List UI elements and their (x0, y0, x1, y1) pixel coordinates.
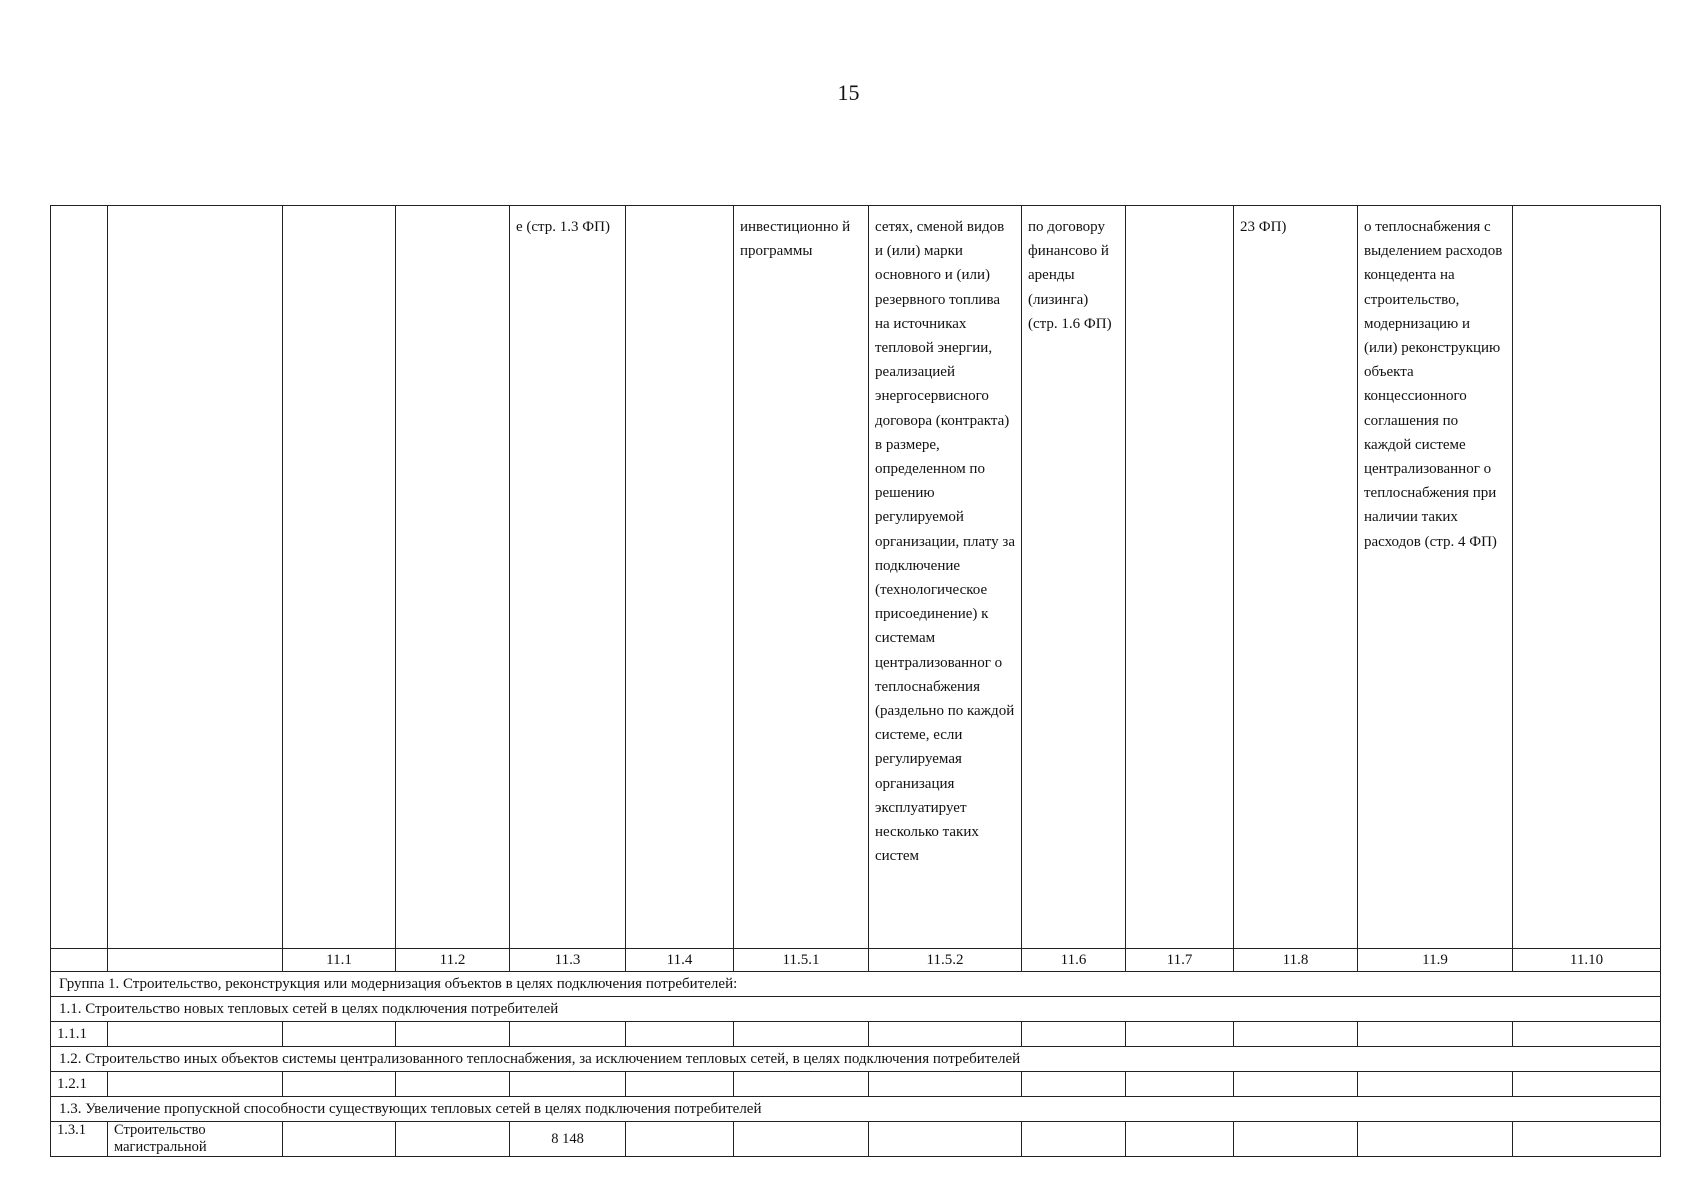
table-cell (734, 1122, 869, 1157)
table-cell (1513, 1022, 1661, 1047)
table-cell (1126, 1022, 1234, 1047)
column-number: 11.10 (1513, 949, 1661, 972)
table-row (51, 1072, 1661, 1097)
column-number: 11.8 (1234, 949, 1358, 972)
table-cell (1022, 1022, 1126, 1047)
table-cell (1513, 1122, 1661, 1157)
table-cell (1358, 1122, 1513, 1157)
table-cell (1358, 1072, 1513, 1097)
column-number (51, 949, 108, 972)
header-cell (626, 206, 734, 949)
header-cell-11-9: о теплоснабжения с выделением расходов концедента на строительство, модернизацию и (или) реконструкцию объекта концессионного соглашения по каждой системе централизованног о теплоснабжения при наличии таких расходов (стр. 4 ФП) (1358, 206, 1513, 949)
table-cell (1126, 1122, 1234, 1157)
table-cell (1022, 1122, 1126, 1157)
value-11-3: 8 148 (510, 1122, 626, 1157)
table-cell (283, 1122, 396, 1157)
table-cell (108, 1072, 283, 1097)
header-cell (108, 206, 283, 949)
table-cell (869, 1122, 1022, 1157)
header-cell-11-6: по договору финансово й аренды (лизинга) (стр. 1.6 ФП) (1022, 206, 1126, 949)
page-number: 15 (837, 80, 860, 105)
subgroup-row (51, 1047, 1661, 1072)
table-cell (626, 1122, 734, 1157)
table-cell (510, 1022, 626, 1047)
group-row (51, 972, 1661, 997)
table-cell (1022, 1072, 1126, 1097)
column-number-row (51, 949, 1661, 972)
group-1-title: Группа 1. Строительство, реконструкция или модернизация объектов в целях подключения потребителей: (51, 972, 1661, 997)
header-cell (396, 206, 510, 949)
header-cell (1513, 206, 1661, 949)
column-number: 11.3 (510, 949, 626, 972)
table-cell (1234, 1022, 1358, 1047)
column-number: 11.5.2 (869, 949, 1022, 972)
column-number: 11.6 (1022, 949, 1126, 972)
table-cell (283, 1022, 396, 1047)
subgroup-1-1-title: 1.1. Строительство новых тепловых сетей в целях подключения потребителей (51, 997, 1661, 1022)
table-cell (1513, 1072, 1661, 1097)
table-cell (396, 1072, 510, 1097)
header-cell (283, 206, 396, 949)
table-cell (734, 1022, 869, 1047)
header-cell (51, 206, 108, 949)
header-cell-11-3: е (стр. 1.3 ФП) (510, 206, 626, 949)
header-cell-11-8: 23 ФП) (1234, 206, 1358, 949)
table-row (51, 1122, 1661, 1157)
table-cell (1358, 1022, 1513, 1047)
table-cell (283, 1072, 396, 1097)
table-cell (734, 1072, 869, 1097)
subgroup-row (51, 1097, 1661, 1122)
header-row (51, 206, 1661, 949)
table-cell (869, 1072, 1022, 1097)
column-number (108, 949, 283, 972)
column-number: 11.7 (1126, 949, 1234, 972)
subgroup-1-3-title: 1.3. Увеличение пропускной способности существующих тепловых сетей в целях подключения потребителей (51, 1097, 1661, 1122)
table-cell (626, 1072, 734, 1097)
header-cell-11-5-1: инвестиционно й программы (734, 206, 869, 949)
column-number: 11.1 (283, 949, 396, 972)
column-number: 11.9 (1358, 949, 1513, 972)
column-number: 11.5.1 (734, 949, 869, 972)
subgroup-row (51, 997, 1661, 1022)
table-cell (1126, 1072, 1234, 1097)
column-number: 11.4 (626, 949, 734, 972)
row-name: Строительство магистральной (108, 1122, 283, 1157)
table-cell (396, 1122, 510, 1157)
row-number: 1.3.1 (51, 1122, 108, 1157)
table-row (51, 1022, 1661, 1047)
table-cell (1234, 1072, 1358, 1097)
column-number: 11.2 (396, 949, 510, 972)
table-cell (869, 1022, 1022, 1047)
header-cell (1126, 206, 1234, 949)
table-cell (108, 1022, 283, 1047)
row-number: 1.1.1 (51, 1022, 108, 1047)
table-cell (626, 1022, 734, 1047)
table-cell (510, 1072, 626, 1097)
financial-plan-table (50, 205, 1661, 1157)
table-cell (396, 1022, 510, 1047)
table-cell (1234, 1122, 1358, 1157)
subgroup-1-2-title: 1.2. Строительство иных объектов системы централизованного теплоснабжения, за исключением тепловых сетей, в целях подключения потребителей (51, 1047, 1661, 1072)
header-cell-11-5-2: сетях, сменой видов и (или) марки основного и (или) резервного топлива на источниках тепловой энергии, реализацией энергосервисного договора (контракта) в размере, определенном по решению регулируемой организации, плату за подключение (технологическое присоединение) к системам централизованног о теплоснабжения (раздельно по каждой системе, если регулируемая организация эксплуатирует несколько таких систем (869, 206, 1022, 949)
row-number: 1.2.1 (51, 1072, 108, 1097)
